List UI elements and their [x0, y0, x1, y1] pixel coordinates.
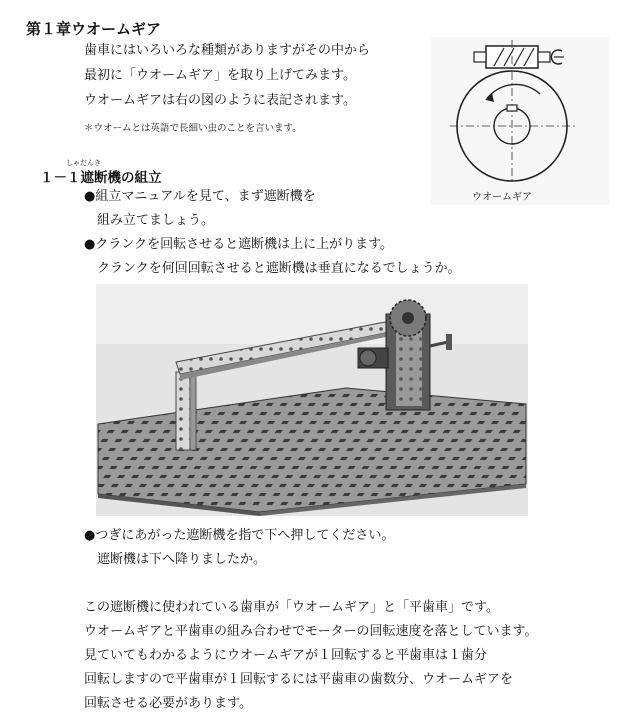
worm-gear-drawing	[430, 36, 610, 206]
bullet-1-line-1: ●組立マニュアルを見て、まず遮断機を	[84, 189, 316, 204]
bullet-1-line-2: 組み立てましょう。	[97, 213, 215, 228]
bullet-3-line-1: ●つぎにあがった遮断機を指で下へ押してください。	[84, 528, 395, 543]
bullet-2-line-2: クランクを何回回転させると遮断機は垂直になるでしょうか。	[97, 261, 461, 276]
bullet-3-line-2: 遮断機は下へ降りましたか。	[97, 552, 267, 567]
closing-line-2: ウオームギアと平歯車の組み合わせでモーターの回転速度を落としています。	[84, 624, 538, 639]
closing-line-4: 回転しますので平歯車が１回転するには平歯車の歯数分、ウオームギアを	[84, 672, 514, 687]
barrier-illustration	[96, 284, 528, 516]
intro-line-2: 最初に「ウオームギア」を取り上げてみます。	[84, 68, 356, 83]
section-title-ruby: しゃだんき	[66, 159, 101, 167]
closing-line-3: 見ていてもわかるようにウオームギアが１回転すると平歯車は１歯分	[84, 648, 488, 663]
bullet-2-line-1: ●クランクを回転させると遮断機は上に上がります。	[84, 237, 394, 252]
section-title: １－１遮断機の組立	[40, 170, 162, 186]
intro-note: ＊ウオームとは英語で長細い虫のことを言います。	[84, 123, 302, 134]
diagram-caption: ウオームギア	[472, 192, 532, 203]
intro-line-1: 歯車にはいろいろな種類がありますがその中から	[84, 43, 371, 58]
intro-line-3: ウオームギアは右の図のように表記されます。	[84, 93, 356, 108]
chapter-title: 第１章ウオームギア	[26, 20, 162, 38]
barrier-assembly-photo	[96, 284, 528, 516]
closing-line-5: 回転させる必要があります。	[84, 696, 252, 711]
worm-gear-diagram	[430, 36, 610, 206]
closing-line-1: この遮断機に使われている歯車が「ウオームギア」と「平歯車」です。	[84, 600, 499, 615]
